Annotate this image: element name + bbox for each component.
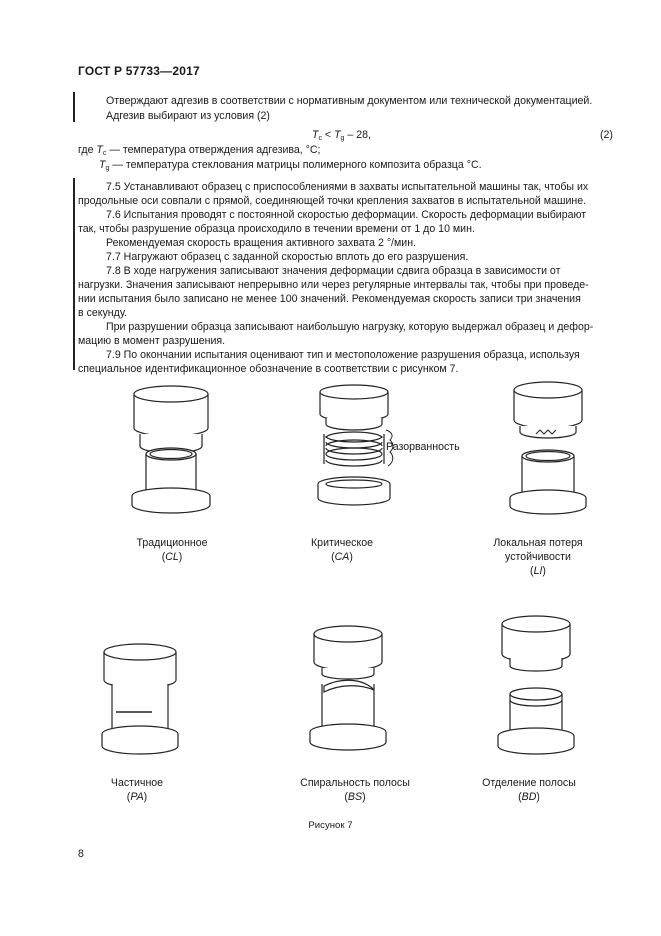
paragraph-line: Отверждают адгезив в соответствии с нормативным документом или технической документацией. — [106, 95, 593, 107]
formula-sub: c — [318, 135, 322, 142]
paragraph-line: специальное идентификационное обозначение в соответствии с рисунком 7. — [78, 363, 459, 375]
code-text: CA — [334, 551, 350, 563]
paragraph-line: продольные оси совпали с прямой, соединяющей точки крепления захватов в испытательной машине. — [78, 195, 587, 207]
def-sub: g — [105, 165, 110, 172]
figure-caption: Рисунок 7 — [308, 820, 353, 831]
figure-label: Локальная потеря — [493, 537, 583, 549]
specimen-li-drawing — [500, 372, 600, 518]
change-bar — [73, 92, 75, 122]
callout-label: Разорванность — [386, 441, 460, 453]
specimen-bd-drawing — [488, 606, 588, 766]
figure-code: (BD) — [518, 791, 540, 803]
definition-line — [99, 158, 482, 176]
def-sub: c — [102, 150, 107, 157]
def-text: — температура стеклования матрицы полимерного композита образца °С. — [109, 159, 482, 171]
code-text: PA — [130, 791, 144, 803]
def-var: T — [99, 159, 106, 171]
paragraph-line: 7.7 Нагружают образец с заданной скоростью вплоть до его разрушения. — [106, 251, 469, 263]
formula — [312, 128, 371, 146]
figure-label: Критическое — [311, 537, 373, 549]
figure-label: Отделение полосы — [482, 777, 576, 789]
figure-code: (BS) — [344, 791, 366, 803]
figure-code: (PA) — [126, 791, 148, 803]
figure-code: (LI) — [530, 565, 546, 577]
figure-label: Традиционное — [136, 537, 208, 549]
specimen-cl-drawing — [122, 378, 222, 518]
code-text: CL — [165, 551, 179, 563]
figure-code: (CL) — [161, 551, 183, 563]
figure-label-line2: устойчивости — [505, 551, 571, 563]
formula-number: (2) — [600, 129, 613, 141]
code-text: BS — [347, 791, 363, 803]
def-var: T — [96, 144, 103, 156]
paragraph-line: Рекомендуемая скорость вращения активного захвата 2 °/мин. — [106, 237, 416, 249]
specimen-pa-drawing — [92, 636, 192, 766]
paragraph-line: в секунду. — [78, 307, 128, 319]
formula-op: < — [321, 129, 335, 141]
formula-var: T — [312, 129, 319, 141]
paragraph-line: нии испытания было записано не менее 100 значений. Рекомендуемая скорость записи три значения — [78, 293, 581, 305]
paragraph-line: мацию в момент разрушения. — [78, 335, 226, 347]
code-text: LI — [533, 565, 543, 577]
formula-var: T — [334, 129, 341, 141]
paragraph-line: нагрузки. Значения записывают непрерывно или через регулярные интервалы так, чтобы при проведе- — [78, 279, 589, 291]
figure-label: Частичное — [110, 777, 164, 789]
paragraph-line: 7.9 По окончании испытания оценивают тип и местоположение разрушения образца, используя — [106, 349, 580, 361]
paragraph-line: 7.6 Испытания проводят с постоянной скоростью деформации. Скорость деформации выбирают — [106, 209, 587, 221]
paragraph-line: так, чтобы разрушение образца происходило в течении времени от 1 до 10 мин. — [78, 223, 475, 235]
change-bar — [73, 178, 75, 370]
paragraph-line: При разрушении образца записывают наибольшую нагрузку, которую выдержал образец и дефор- — [106, 321, 594, 333]
def-text: — температура отверждения адгезива, °С; — [106, 144, 321, 156]
document-header: ГОСТ Р 57733—2017 — [78, 64, 200, 78]
where-word: где — [78, 144, 97, 156]
figure-code: (CA) — [331, 551, 353, 563]
formula-rest: – 28, — [344, 129, 371, 141]
paragraph-line: 7.8 В ходе нагружения записывают значения деформации сдвига образца в зависимости от — [106, 265, 561, 277]
page-number: 8 — [78, 848, 84, 860]
specimen-bs-drawing — [300, 618, 400, 768]
code-text: BD — [521, 791, 537, 803]
figure-label: Спиральность полосы — [300, 777, 410, 789]
formula-sub: g — [340, 135, 345, 142]
paragraph-line: Адгезив выбирают из условия (2) — [106, 110, 270, 122]
paragraph-line: 7.5 Устанавливают образец с приспособлениями в захваты испытательной машины так, чтобы их — [106, 181, 589, 193]
